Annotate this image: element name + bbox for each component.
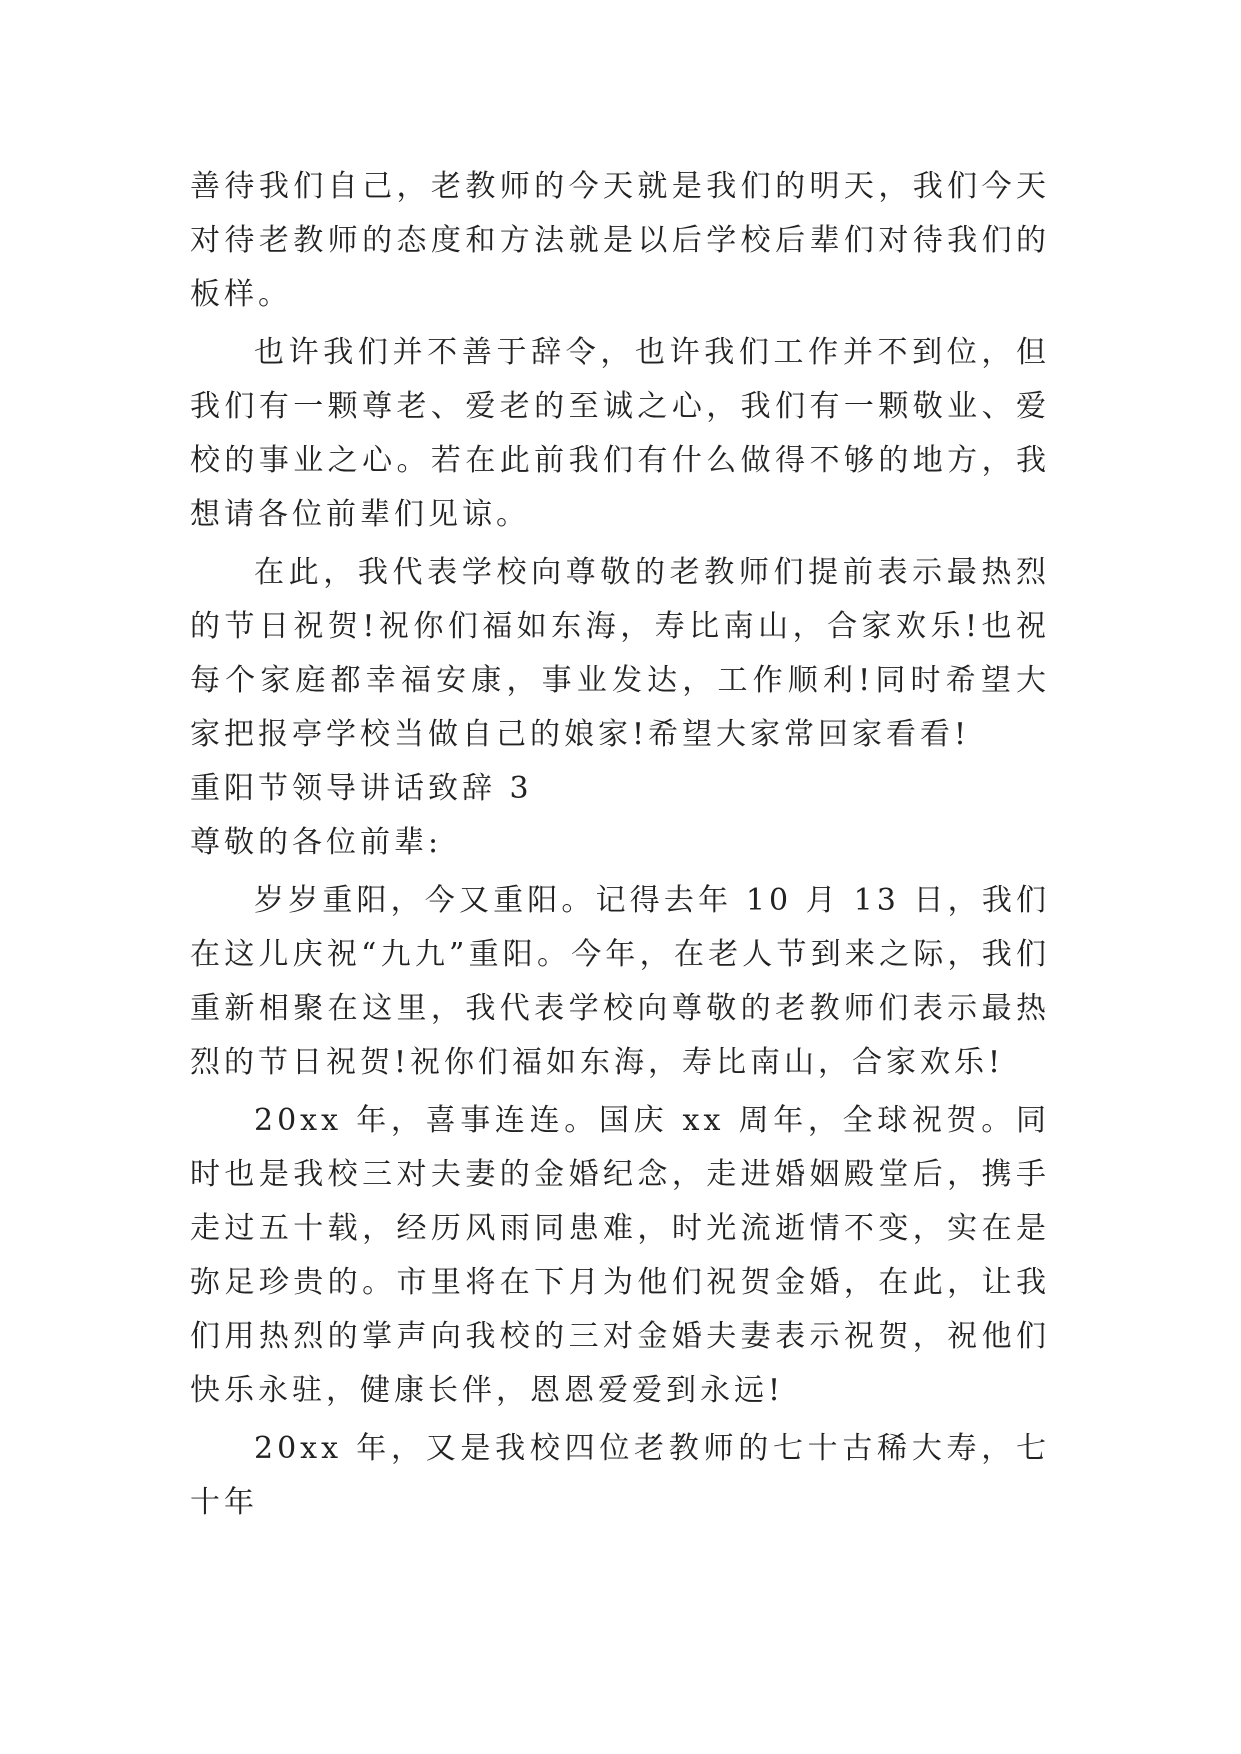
paragraph-5: 20xx 年，喜事连连。国庆 xx 周年，全球祝贺。同时也是我校三对夫妻的金婚纪念，走进婚姻殿堂后，携手走过五十载，经历风雨同患难，时光流逝情不变，实在是弥足珍贵的。市里将在下月为他们祝贺金婚，在此，让我们用热烈的掌声向我校的三对金婚夫妻表示祝贺，祝他们快乐永驻，健康长伴，恩恩爱爱到永远! <box>190 1103 1050 1408</box>
paragraph-2: 也许我们并不善于辞令，也许我们工作并不到位，但我们有一颗尊老、爱老的至诚之心，我们有一颗敬业、爱校的事业之心。若在此前我们有什么做得不够的地方，我想请各位前辈们见谅。 <box>190 335 1050 532</box>
document-body <box>190 160 1050 1530</box>
paragraph-1: 善待我们自己，老教师的今天就是我们的明天，我们今天对待老教师的态度和方法就是以后学校后辈们对待我们的板样。 <box>190 169 1050 312</box>
salutation: 尊敬的各位前辈: <box>190 825 443 860</box>
paragraph-3: 在此，我代表学校向尊敬的老教师们提前表示最热烈的节日祝贺!祝你们福如东海，寿比南山，合家欢乐!也祝每个家庭都幸福安康，事业发达，工作顺利!同时希望大家把报亭学校当做自己的娘家!希望大家常回家看看! <box>190 555 1050 752</box>
paragraph-4: 岁岁重阳，今又重阳。记得去年 10 月 13 日，我们在这儿庆祝“九九”重阳。今年，在老人节到来之际，我们重新相聚在这里，我代表学校向尊敬的老教师们表示最热烈的节日祝贺!祝你们福如东海，寿比南山，合家欢乐! <box>190 883 1050 1080</box>
paragraph-6: 20xx 年，又是我校四位老教师的七十古稀大寿，七十年 <box>190 1431 1050 1520</box>
section-heading: 重阳节领导讲话致辞 3 <box>190 771 533 806</box>
